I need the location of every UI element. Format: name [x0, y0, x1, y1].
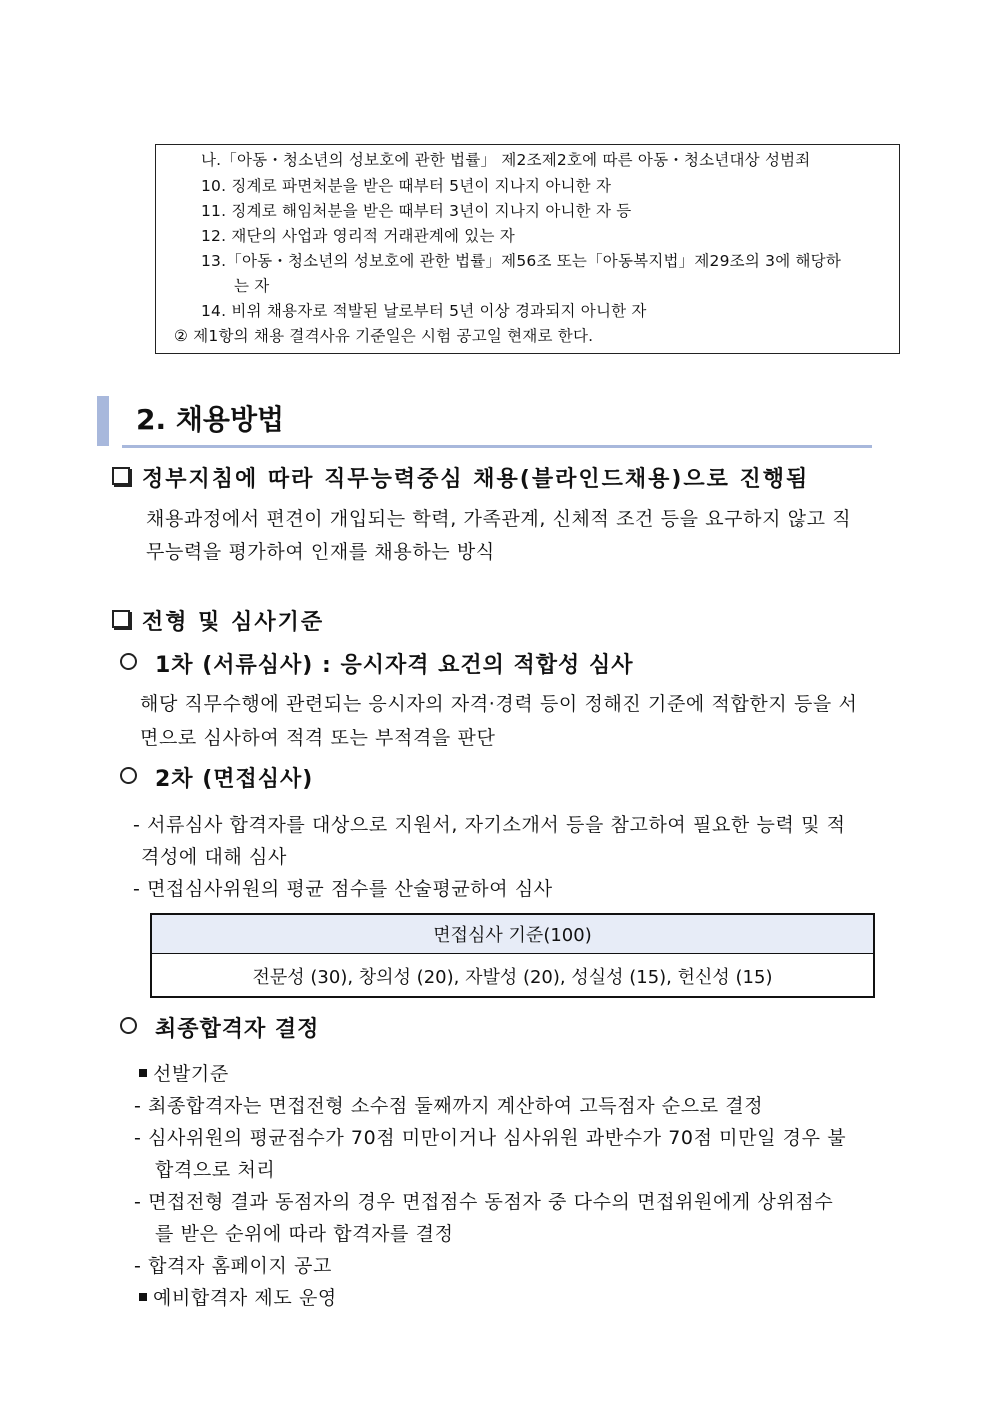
box-line-6: 는 자	[234, 277, 270, 295]
blind-hiring-heading	[112, 465, 809, 495]
circle-bullet-icon	[120, 1017, 137, 1034]
circle-bullet-icon	[120, 653, 137, 670]
selection-criteria-label	[139, 1058, 229, 1090]
checkbox-square-icon	[112, 610, 130, 628]
reserve-text: 예비합격자 제도 운영	[153, 1287, 337, 1309]
section-underline	[122, 445, 872, 448]
box-line-5: 13.「아동・청소년의 성보호에 관한 법률」제56조 또는「아동복지법」제29조의 3에 해당하	[201, 252, 842, 270]
selection-criteria-text: 선발기준	[153, 1063, 229, 1085]
first-round-heading	[120, 651, 633, 681]
final-heading	[120, 1015, 319, 1045]
section-title: 2. 채용방법	[136, 403, 285, 436]
final-line2a: - 심사위원의 평균점수가 70점 미만이거나 심사위원 과반수가 70점 미만일 경우 불	[134, 1127, 847, 1149]
section-accent-bar	[97, 396, 109, 446]
screening-heading	[112, 608, 324, 638]
final-line3a: - 면접전형 결과 동점자의 경우 면접점수 동점자 중 다수의 면접위원에게 상위점수	[134, 1191, 834, 1213]
reserve-label	[139, 1282, 337, 1314]
final-heading-text: 최종합격자 결정	[155, 1017, 320, 1042]
disqualification-box	[155, 144, 900, 354]
circle-bullet-icon	[120, 767, 137, 784]
second-round-heading-text: 2차 (면접심사)	[155, 767, 314, 792]
blind-hiring-desc-line1: 채용과정에서 편견이 개입되는 학력, 가족관계, 신체적 조건 등을 요구하지 않고 직	[146, 508, 852, 530]
box-line-1: 나.「아동・청소년의 성보호에 관한 법률」 제2조제2호에 따른 아동・청소년대상 성범죄	[201, 151, 811, 169]
second-round-heading	[120, 765, 313, 795]
criteria-table-body: 전문성 (30), 창의성 (20), 자발성 (20), 성실성 (15), 헌신성 (15)	[252, 966, 773, 988]
second-round-item1-line2: 격성에 대해 심사	[141, 846, 287, 868]
box-line-2: 10. 징계로 파면처분을 받은 때부터 5년이 지나지 아니한 자	[201, 177, 612, 195]
second-round-item2: - 면접심사위원의 평균 점수를 산술평균하여 심사	[133, 878, 553, 900]
blind-hiring-desc-line2: 무능력을 평가하여 인재를 채용하는 방식	[146, 541, 495, 563]
square-bullet-icon	[139, 1293, 147, 1301]
final-line3b: 를 받은 순위에 따라 합격자를 결정	[155, 1223, 454, 1245]
final-line4: - 합격자 홈페이지 공고	[134, 1255, 332, 1277]
box-line-4: 12. 재단의 사업과 영리적 거래관계에 있는 자	[201, 227, 515, 245]
checkbox-square-icon	[112, 467, 130, 485]
box-line-7: 14. 비위 채용자로 적발된 날로부터 5년 이상 경과되지 아니한 자	[201, 302, 647, 320]
final-line2b: 합격으로 처리	[155, 1159, 276, 1181]
first-round-heading-text: 1차 (서류심사) : 응시자격 요건의 적합성 심사	[155, 653, 634, 678]
interview-criteria-table	[150, 913, 875, 998]
first-round-line1: 해당 직무수행에 관련되는 응시자의 자격·경력 등이 정해진 기준에 적합한지 등을 서	[140, 693, 858, 715]
blind-hiring-heading-text: 정부지침에 따라 직무능력중심 채용(블라인드채용)으로 진행됨	[142, 467, 810, 492]
screening-heading-text: 전형 및 심사기준	[142, 610, 325, 635]
box-line-8: ② 제1항의 채용 결격사유 기준일은 시험 공고일 현재로 한다.	[174, 327, 594, 345]
first-round-line2: 면으로 심사하여 적격 또는 부적격을 판단	[140, 727, 496, 749]
square-bullet-icon	[139, 1069, 147, 1077]
final-line1: - 최종합격자는 면접전형 소수점 둘째까지 계산하여 고득점자 순으로 결정	[134, 1095, 764, 1117]
criteria-table-header: 면접심사 기준(100)	[152, 915, 873, 954]
box-line-3: 11. 징계로 해임처분을 받은 때부터 3년이 지나지 아니한 자 등	[201, 202, 632, 220]
second-round-item1-line1: - 서류심사 합격자를 대상으로 지원서, 자기소개서 등을 참고하여 필요한 능력 및 적	[133, 814, 846, 836]
